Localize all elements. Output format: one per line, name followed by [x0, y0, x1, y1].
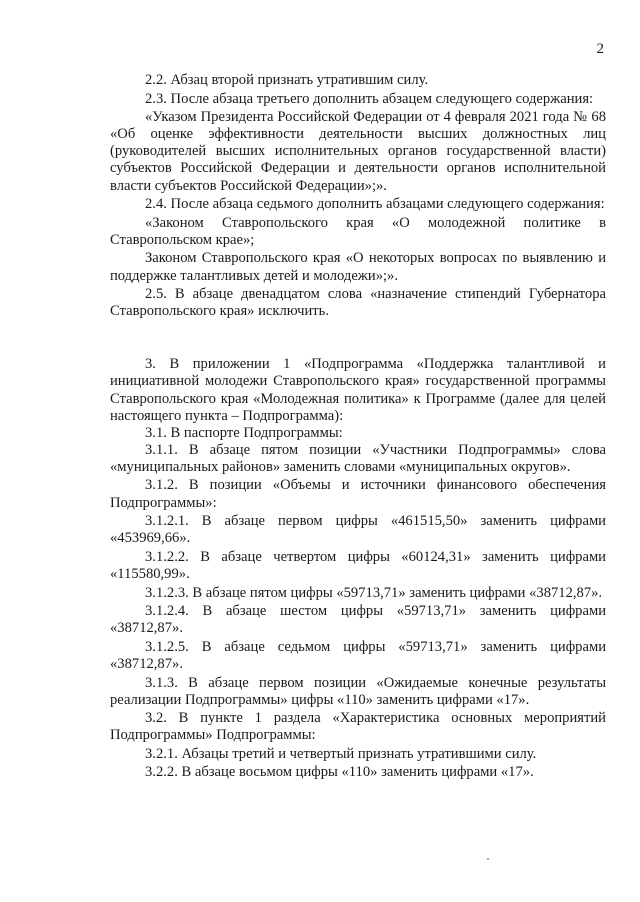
paragraph-3-1-2-1: 3.1.2.1. В абзаце первом цифры «461515,50» заменить цифрами «453969,66».	[110, 513, 606, 547]
page-number: 2	[596, 41, 604, 57]
paragraph-3-1-2-2: 3.1.2.2. В абзаце четвертом цифры «60124,31» заменить цифрами «115580,99».	[110, 548, 606, 582]
paragraph-3-1-2-5: 3.1.2.5. В абзаце седьмом цифры «59713,71» заменить цифрами «38712,87».	[110, 638, 606, 672]
paragraph-3-2-2: 3.2.2. В абзаце восьмом цифры «110» заменить цифрами «17».	[145, 764, 534, 781]
paragraph-3-2: 3.2. В пункте 1 раздела «Характеристика основных мероприятий Подпрограммы» Подпрограммы:	[110, 710, 606, 744]
paragraph-3-1-2-3: 3.1.2.3. В абзаце пятом цифры «59713,71» заменить цифрами «38712,87».	[145, 584, 603, 601]
paragraph-2-4-quote-2: Законом Ставропольского края «О некоторых вопросах по выявлению и поддержке талантливых детей и молодежи»;».	[110, 250, 606, 284]
paragraph-3-1: 3.1. В паспорте Подпрограммы:	[145, 424, 343, 441]
paragraph-2-5: 2.5. В абзаце двенадцатом слова «назначение стипендий Губернатора Ставропольского края» исключить.	[110, 286, 606, 320]
paragraph-2-4-quote-1: «Законом Ставропольского края «О молодежной политике в Ставропольском крае»;	[110, 214, 606, 248]
paragraph-3-2-1: 3.2.1. Абзацы третий и четвертый признать утратившими силу.	[145, 745, 537, 762]
document-text	[110, 72, 606, 782]
paragraph-3: 3. В приложении 1 «Подпрограмма «Поддержка талантливой и инициативной молодежи Ставропольского края» государственной программы Ставропольского края «Молодежная политика» к Программе (далее для целей настоящего пункта – Подпрограмма):	[110, 356, 606, 424]
paragraph-2-2: 2.2. Абзац второй признать утратившим силу.	[145, 72, 429, 88]
paragraph-2-4: 2.4. После абзаца седьмого дополнить абзацами следующего содержания:	[145, 196, 605, 213]
paragraph-2-3: 2.3. После абзаца третьего дополнить абзацем следующего содержания:	[145, 90, 594, 107]
paragraph-3-1-2-4: 3.1.2.4. В абзаце шестом цифры «59713,71» заменить цифрами «38712,87».	[110, 603, 606, 637]
paragraph-3-1-2: 3.1.2. В позиции «Объемы и источники финансового обеспечения Подпрограммы»:	[110, 477, 606, 511]
paragraph-2-3-quote: «Указом Президента Российской Федерации от 4 февраля 2021 года № 68 «Об оценке эффективности деятельности высших должностных лиц (руководителей высших исполнительных органов государственной власти) субъектов Российской Федерации и деятельности органов исполнительной власти субъектов Российской Федерации»;».	[110, 109, 606, 194]
paragraph-3-1-3: 3.1.3. В абзаце первом позиции «Ожидаемые конечные результаты реализации Подпрограммы» цифры «110» заменить цифрами «17».	[110, 674, 606, 708]
paragraph-3-1-1: 3.1.1. В абзаце пятом позиции «Участники Подпрограммы» слова «муниципальных районов» заменить словами «муниципальных округов».	[110, 441, 606, 475]
scan-speck	[487, 858, 489, 860]
